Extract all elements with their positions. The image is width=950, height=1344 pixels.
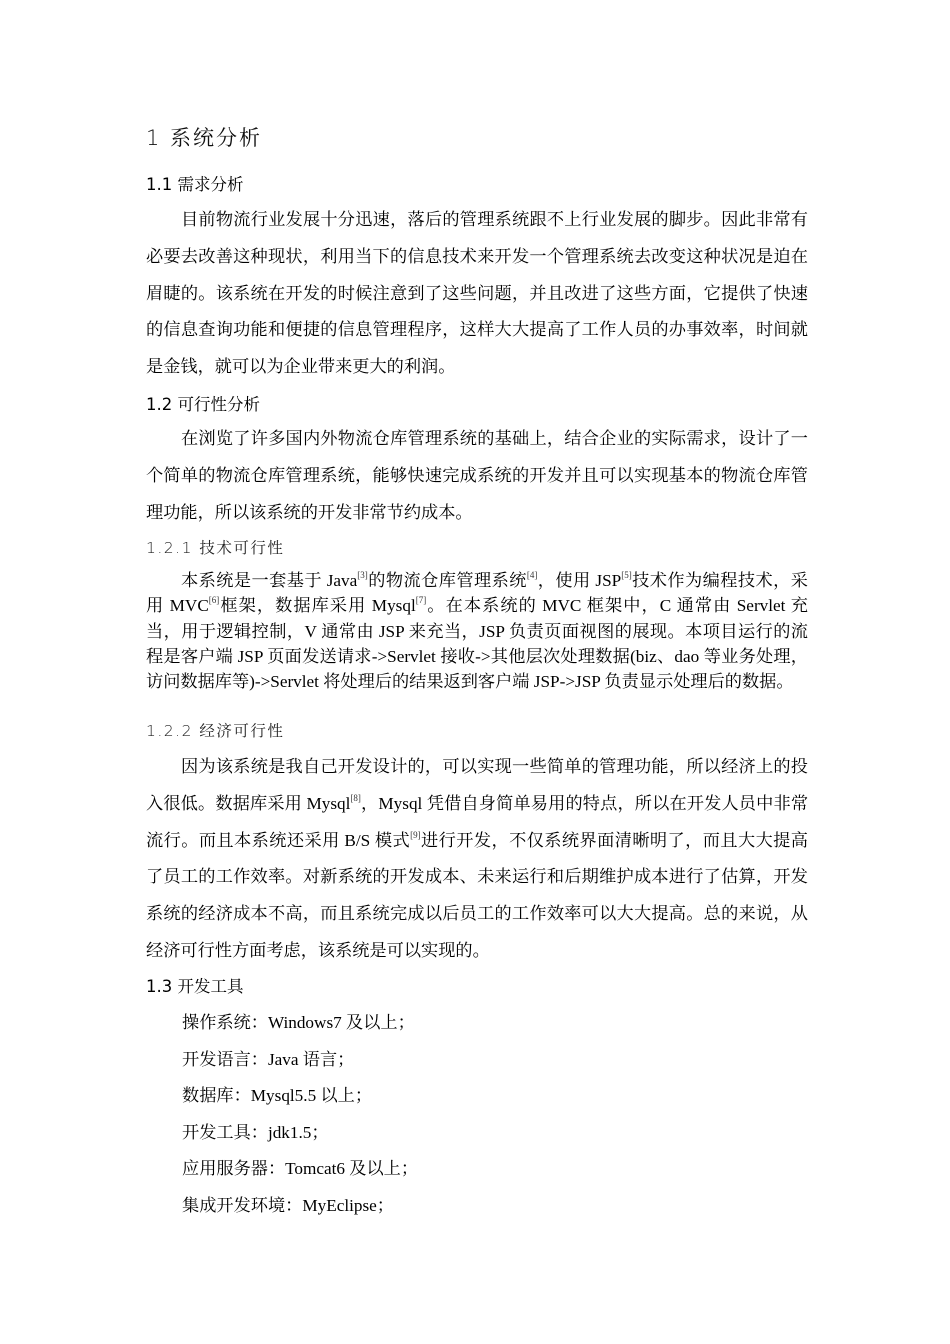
citation-ref: [9] xyxy=(410,829,421,840)
section-paragraph-1-2: 在浏览了许多国内外物流仓库管理系统的基础上，结合企业的实际需求，设计了一个简单的物流仓库管理系统，能够快速完成系统的开发并且可以实现基本的物流仓库管理功能，所以该系统的开发非常节约成本。 xyxy=(146,429,808,522)
tool-item-language: 开发语言：Java 语言； xyxy=(182,1049,355,1069)
section-heading-1-2: 1.2 可行性分析 xyxy=(146,395,260,414)
section-paragraph-1-2-2 xyxy=(146,749,808,970)
text-run: ，使用 JSP xyxy=(537,571,622,590)
text-run: 。在本系统的 MVC 框架中，C 通常由 Servlet 充当，用于逻辑控制，V 通常由 JSP 来充当，JSP 负责页面视图的展现。本项目运行的流程是客户端 JSP 页面发送请求->Servlet 接收->其他层次处理数据(biz、dao 等业务处理，访问数据库等)->Servlet 将处理后的结果返到客户端 JSP->JSP 负责显示处理后的数据。 xyxy=(146,596,808,692)
citation-ref: [3] xyxy=(357,570,368,580)
section-heading-1-2-1: 1.2.1 技术可行性 xyxy=(146,539,285,557)
text-run: ，Mysql 凭借自身简单易用的特点，所以在开发人员中非常流行。而且本系统还采用 B/S 模式 xyxy=(146,793,809,850)
tool-item-app-server: 应用服务器：Tomcat6 及以上； xyxy=(182,1159,419,1179)
tool-list xyxy=(182,1005,418,1225)
text-run: 因为该系统是我自己开发设计的，可以实现一些简单的管理功能，所以经济上的投入很低。数据库采用 Mysql xyxy=(146,757,808,813)
text-run: 进行开发，不仅系统界面清晰明了，而且大大提高了员工的工作效率。对新系统的开发成本、未来运行和后期维护成本进行了估算，开发系统的经济成本不高，而且系统完成以后员工的工作效率可以大大提高。总的来说，从经济可行性方面考虑，该系统是可以实现的。 xyxy=(146,830,808,960)
citation-ref: [8] xyxy=(350,792,361,803)
tool-item-os: 操作系统：Windows7 及以上； xyxy=(182,1013,415,1032)
text-run: 技术作为编程技术，采用 MVC xyxy=(146,571,808,616)
tool-item-dev-tool: 开发工具：jdk1.5； xyxy=(182,1122,329,1142)
text-run: 本系统是一套基于 Java xyxy=(181,571,358,590)
tool-item-ide: 集成开发环境：MyEclipse； xyxy=(182,1195,394,1215)
tool-item-database: 数据库：Mysql5.5 以上； xyxy=(182,1086,373,1106)
section-heading-1-3: 1.3 开发工具 xyxy=(146,977,244,996)
section-heading-1-2-2: 1.2.2 经济可行性 xyxy=(146,722,285,740)
section-paragraph-1-2-1 xyxy=(146,568,808,694)
chapter-title: 1 系统分析 xyxy=(146,126,263,150)
section-paragraph-1-1: 目前物流行业发展十分迅速，落后的管理系统跟不上行业发展的脚步。因此非常有必要去改善这种现状，利用当下的信息技术来开发一个管理系统去改变这种状况是迫在眉睫的。该系统在开发的时候注意到了这些问题，并且改进了这些方面，它提供了快速的信息查询功能和便捷的信息管理程序，这样大大提高了工作人员的办事效率，时间就是金钱，就可以为企业带来更大的利润。 xyxy=(146,210,808,377)
citation-ref: [4] xyxy=(526,570,538,580)
citation-ref: [5] xyxy=(621,570,632,580)
citation-ref: [7] xyxy=(415,595,427,606)
citation-ref: [6] xyxy=(208,595,220,606)
text-run: 框架，数据库采用 Mysql xyxy=(219,596,416,616)
text-run: 的物流仓库管理系统 xyxy=(367,571,527,590)
section-heading-1-1: 1.1 需求分析 xyxy=(146,175,244,194)
